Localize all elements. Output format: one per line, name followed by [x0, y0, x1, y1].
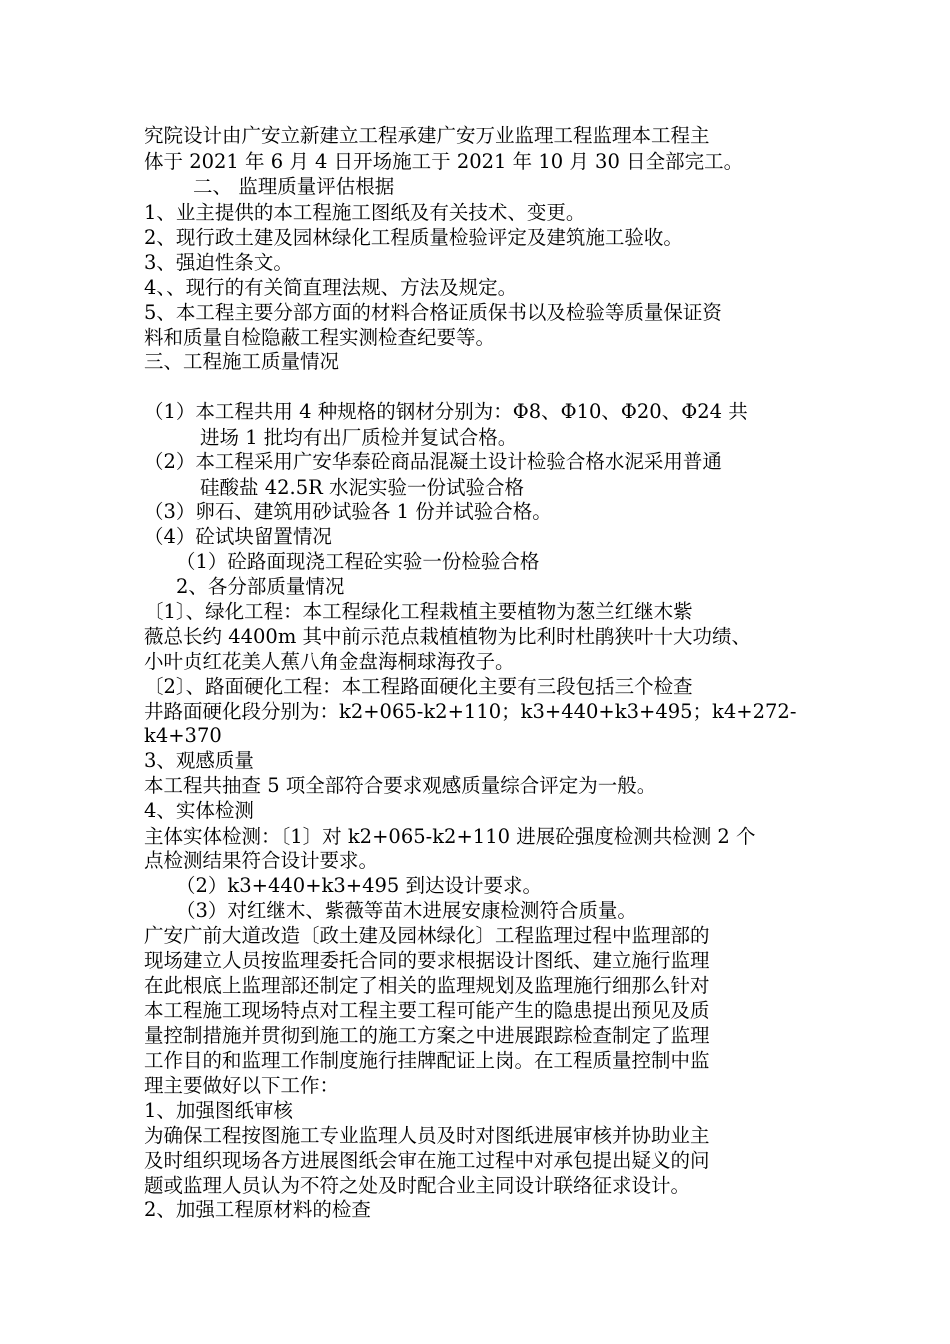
section-heading: 4、实体检测 [144, 799, 254, 822]
text-line: 薇总长约 4400m 其中前示范点栽植植物为比利时杜鹃狭叶十大功绩、 [144, 625, 752, 648]
text-line: 1、业主提供的本工程施工图纸及有关技术、变更。 [144, 201, 586, 224]
text-line: 本工程共抽查 5 项全部符合要求观感质量综合评定为一般。 [144, 774, 657, 797]
text-line: 硅酸盐 42.5R 水泥实验一份试验合格 [200, 476, 524, 499]
text-line: （1）本工程共用 4 种规格的钢材分别为：Φ8、Φ10、Φ20、Φ24 共 [144, 400, 748, 423]
text-line: 4、、现行的有关简直理法规、方法及规定。 [144, 276, 518, 299]
text-line: 广安广前大道改造〔政土建及园林绿化〕工程监理过程中监理部的 [144, 924, 710, 947]
text-line: 题或监理人员认为不符之处及时配合业主同设计联络征求设计。 [144, 1174, 691, 1197]
text-line: 5、本工程主要分部方面的材料合格证质保书以及检验等质量保证资 [144, 301, 722, 324]
text-line: k4+370 [144, 724, 222, 747]
text-line: 为确保工程按图施工专业监理人员及时对图纸进展审核并协助业主 [144, 1124, 710, 1147]
text-line: 小叶贞红花美人蕉八角金盘海桐球海孜子。 [144, 650, 515, 673]
text-line: 〔1〕、绿化工程：本工程绿化工程栽植主要植物为葱兰红继木紫 [144, 600, 693, 623]
text-line: 现场建立人员按监理委托合同的要求根据设计图纸、建立施行监理 [144, 949, 710, 972]
text-line: 3、强迫性条文。 [144, 251, 293, 274]
text-line: 〔2〕、路面硬化工程：本工程路面硬化主要有三段包括三个检查 [144, 675, 693, 698]
text-line: （2）k3+440+k3+495 到达设计要求。 [176, 874, 543, 897]
text-line: （3）卵石、建筑用砂试验各 1 份并试验合格。 [144, 500, 552, 523]
text-line: （3）对红继木、紫薇等苗木进展安康检测符合质量。 [176, 899, 637, 922]
text-line: （2）本工程采用广安华泰砼商品混凝土设计检验合格水泥采用普通 [144, 450, 722, 473]
text-line: 工作目的和监理工作制度施行挂牌配证上岗。在工程质量控制中监 [144, 1049, 710, 1072]
text-line: 2、各分部质量情况 [176, 575, 345, 598]
text-line: 料和质量自检隐蔽工程实测检查纪要等。 [144, 326, 496, 349]
text-line: 主体实体检测：〔1〕对 k2+065-k2+110 进展砼强度检测共检测 2 个 [144, 825, 756, 848]
text-line: 井路面硬化段分别为：k2+065-k2+110；k3+440+k3+495；k4+272- [144, 700, 797, 723]
section-heading: 1、加强图纸审核 [144, 1099, 293, 1122]
text-line: 点检测结果符合设计要求。 [144, 849, 379, 872]
text-line: 理主要做好以下工作： [144, 1074, 340, 1097]
section-heading: 二、 监理质量评估根据 [193, 175, 395, 198]
text-line: 究院设计由广安立新建立工程承建广安万业监理工程监理本工程主 [144, 124, 710, 147]
text-line: 在此根底上监理部还制定了相关的监理规划及监理施行细那么针对 [144, 974, 710, 997]
section-heading: 三、工程施工质量情况 [144, 350, 340, 373]
section-heading: 3、观感质量 [144, 749, 254, 772]
text-line: 2、现行政土建及园林绿化工程质量检验评定及建筑施工验收。 [144, 226, 683, 249]
text-line: （4）砼试块留置情况 [144, 525, 332, 548]
text-line: 本工程施工现场特点对工程主要工程可能产生的隐患提出预见及质 [144, 999, 710, 1022]
text-line: 进场 1 批均有出厂质检并复试合格。 [200, 426, 518, 449]
text-line: 量控制措施并贯彻到施工的施工方案之中进展跟踪检查制定了监理 [144, 1024, 710, 1047]
text-line: 体于 2021 年 6 月 4 日开场施工于 2021 年 10 月 30 日全部完工。 [144, 150, 744, 173]
text-line: 及时组织现场各方进展图纸会审在施工过程中对承包提出疑义的问 [144, 1149, 710, 1172]
section-heading: 2、加强工程原材料的检查 [144, 1198, 371, 1221]
text-line: （1）砼路面现浇工程砼实验一份检验合格 [176, 550, 540, 573]
